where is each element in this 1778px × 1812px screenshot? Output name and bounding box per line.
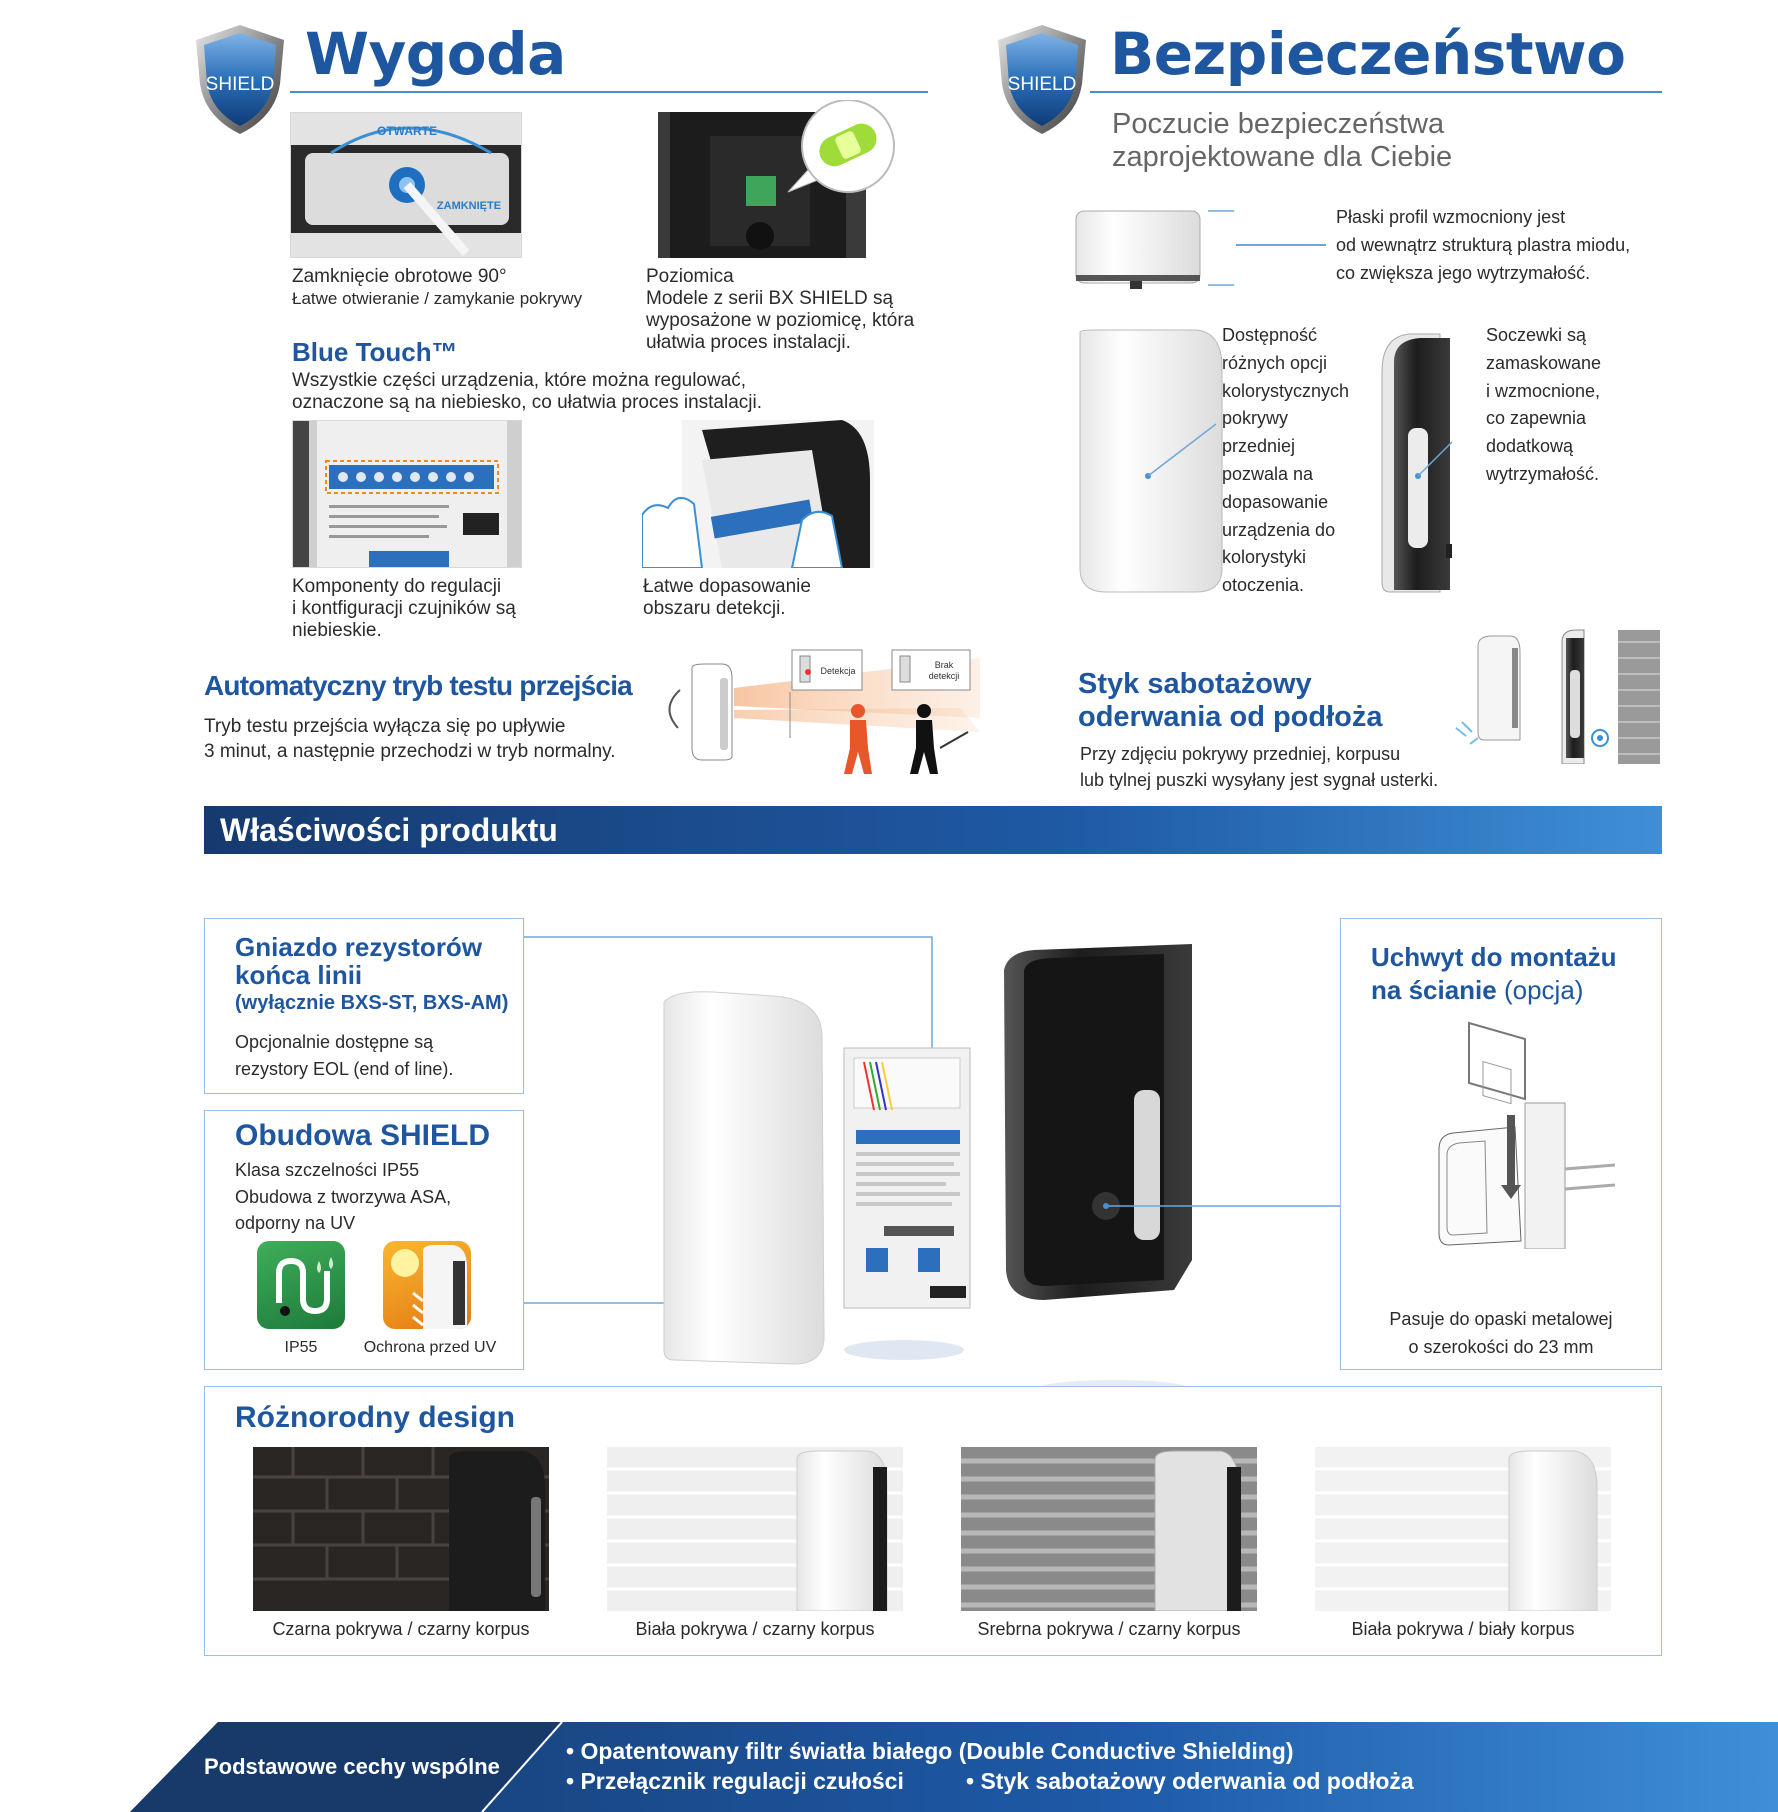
ip55-label: IP55 xyxy=(284,1339,318,1356)
svg-text:Brak: Brak xyxy=(934,660,954,670)
design-caption-1: Czarna pokrywa / czarny korpus xyxy=(272,1619,530,1639)
spirit-level-photo xyxy=(658,100,898,260)
eol-title-line3: (wyłącznie BXS-ST, BXS-AM) xyxy=(235,992,509,1014)
mount-title-line2: na ścianie xyxy=(1371,975,1497,1005)
tamper-title: Styk sabotażowy oderwania od podłoża xyxy=(1078,668,1383,733)
flat-profile-desc: Płaski profil wzmocniony jest od wewnątrz strukturą plastra miodu, co zwiększa jego wytrzymałość. xyxy=(1336,207,1631,283)
walk-test-title: Automatyczny tryb testu przejścia xyxy=(204,670,632,701)
rotary-lock-photo xyxy=(290,112,522,258)
color-options-desc: Dostępność różnych opcji kolorystycznych pokrywy przedniej pozwala na dopasowanie urządzenia do kolorystyki otoczenia. xyxy=(1222,325,1350,596)
svg-text:SHIELD: SHIELD xyxy=(205,74,275,95)
design-box xyxy=(204,1386,1662,1656)
bezp-title: Bezpieczeństwo xyxy=(1110,20,1626,88)
uv-label: Ochrona przed UV xyxy=(363,1339,497,1356)
ip55-icon xyxy=(257,1241,345,1329)
features-banner xyxy=(204,806,1662,854)
svg-text:OTWARTE: OTWARTE xyxy=(377,124,437,138)
lens-desc: Soczewki są zamaskowane i wzmocnione, co zapewnia dodatkową wytrzymałość. xyxy=(1486,325,1602,484)
bezp-subtitle: Poczucie bezpieczeństwa zaprojektowane dla Ciebie xyxy=(1112,108,1453,173)
eol-title-line1: Gniazdo rezystorów xyxy=(235,932,483,962)
rotary-lock-caption: Zamknięcie obrotowe 90° Łatwe otwieranie / zamykanie pokrywy xyxy=(292,266,583,308)
blue-components-caption: Komponenty do regulacji i kontfiguracji czujników są niebieskie. xyxy=(292,576,516,641)
design-variant-white-black xyxy=(607,1447,903,1611)
design-variant-silver-black xyxy=(961,1447,1257,1611)
wygoda-shield-badge xyxy=(190,22,290,137)
uv-protection-icon xyxy=(383,1241,471,1329)
design-variant-white-white xyxy=(1315,1447,1611,1611)
footer-bullet-3: • Styk sabotażowy oderwania od podłoża xyxy=(966,1768,1414,1794)
detection-area-photo xyxy=(642,420,874,568)
svg-text:Detekcja: Detekcja xyxy=(820,666,856,676)
svg-text:ZAMKNIĘTE: ZAMKNIĘTE xyxy=(436,200,502,212)
flat-profile-image xyxy=(1074,205,1234,291)
wygoda-divider xyxy=(290,91,928,93)
tamper-desc: Przy zdjęciu pokrywy przedniej, korpusu lub tylnej puszki wysyłany jest sygnał usterki. xyxy=(1080,744,1439,790)
footer-bullet-2: • Przełącznik regulacji czułości xyxy=(566,1768,904,1794)
shield-housing-box: Obudowa SHIELD Klasa szczelności IP55 Obudowa z tworzywa ASA, odporny na UV IP55 Ochrona przed UV xyxy=(204,1110,524,1370)
bezp-divider xyxy=(1090,91,1662,93)
walk-test-diagram xyxy=(650,648,980,778)
wygoda-title: Wygoda xyxy=(305,20,566,88)
design-caption-3: Srebrna pokrywa / czarny korpus xyxy=(977,1619,1241,1639)
blue-touch-desc: Wszystkie części urządzenia, które można regulować, oznaczone są na niebiesko, co ułatwia proces instalacji. xyxy=(292,370,762,413)
design-variant-black-black xyxy=(253,1447,549,1611)
eol-title-line2: końca linii xyxy=(235,960,363,990)
mount-title-option: (opcja) xyxy=(1503,975,1584,1005)
exploded-device-view xyxy=(524,930,1340,1410)
design-caption-2: Biała pokrywa / czarny korpus xyxy=(635,1619,875,1639)
flat-connector xyxy=(1236,244,1326,246)
bezp-shield-badge xyxy=(992,22,1092,137)
design-title: Różnorodny design xyxy=(235,1401,515,1434)
lens-device-image xyxy=(1380,332,1454,594)
shield-housing-title: Obudowa SHIELD xyxy=(235,1119,490,1152)
blue-touch-title: Blue Touch™ xyxy=(292,337,458,367)
footer-bullet-1: • Opatentowany filtr światła białego (Double Conductive Shielding) xyxy=(566,1738,1294,1764)
mount-title-line1: Uchwyt do montażu xyxy=(1371,942,1617,972)
walk-test-desc: Tryb testu przejścia wyłącza się po upływie 3 minut, a następnie przechodzi w tryb normalny. xyxy=(204,716,616,762)
spirit-level-caption: Poziomica Modele z serii BX SHIELD są wyposażone w poziomicę, która ułatwia proces instalacji. xyxy=(646,266,915,353)
tamper-images xyxy=(1448,628,1662,764)
svg-text:SHIELD: SHIELD xyxy=(1007,74,1077,95)
blue-components-photo xyxy=(292,420,522,568)
design-caption-4: Biała pokrywa / biały korpus xyxy=(1351,1619,1575,1639)
svg-text:detekcji: detekcji xyxy=(928,671,960,681)
features-banner-title: Właściwości produktu xyxy=(220,812,558,848)
footer-label: Podstawowe cechy wspólne xyxy=(204,1754,500,1779)
white-cover-image xyxy=(1076,328,1226,596)
wall-mount-box: Uchwyt do montażu na ścianie (opcja) Pasuje do opaski metalowej o szerokości do 23 mm xyxy=(1340,918,1662,1370)
eol-resistor-box: Gniazdo rezystorów końca linii (wyłącznie BXS-ST, BXS-AM) Opcjonalnie dostępne są rezystory EOL (end of line). xyxy=(204,918,524,1094)
wall-mount-diagram xyxy=(1425,1019,1615,1249)
detection-area-caption: Łatwe dopasowanie obszaru detekcji. xyxy=(643,576,811,619)
